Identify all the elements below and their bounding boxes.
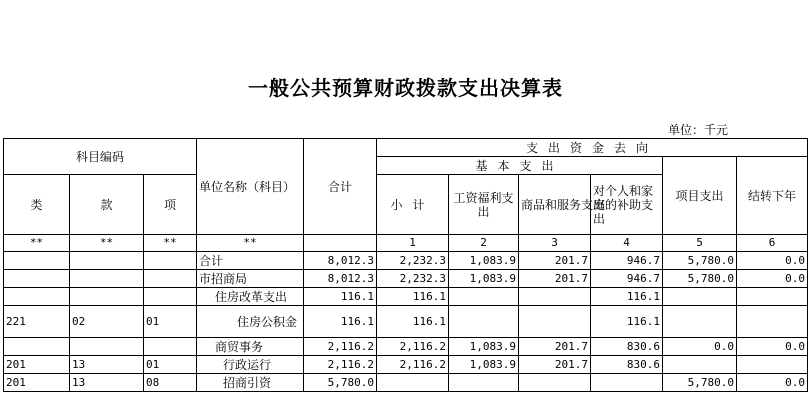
unit-label: 单位：千元	[668, 123, 729, 137]
row-name: 行政运行	[197, 356, 304, 374]
expenditure-direction-header: 支出资金去向	[377, 139, 808, 157]
xiang-header: 项	[144, 175, 197, 235]
row-name: 招商引资	[197, 374, 304, 392]
subtotal-header: 小计	[377, 175, 449, 235]
project-header: 项目支出	[663, 157, 737, 235]
kuan-header: 款	[70, 175, 144, 235]
basic-expenditure-header: 基本支出	[377, 157, 663, 175]
table-row: 合计 8,012.3 2,232.3 1,083.9 201.7 946.7 5,780.0 0.0	[4, 252, 808, 270]
personal-header: 对个人和家庭的补助支出	[591, 175, 663, 235]
table-row: 201 13 08 招商引资 5,780.0 5,780.0 0.0	[4, 374, 808, 392]
goods-header: 商品和服务支出	[519, 175, 591, 235]
marker-row: ** ** ** ** 1 2 3 4 5 6	[4, 235, 808, 252]
wages-header: 工资福利支出	[449, 175, 519, 235]
table-row: 221 02 01 住房公积金 116.1 116.1 116.1	[4, 306, 808, 338]
row-name: 合计	[197, 252, 304, 270]
table-row: 201 13 01 行政运行 2,116.2 2,116.2 1,083.9 201.7 830.6	[4, 356, 808, 374]
row-name: 商贸事务	[197, 338, 304, 356]
table-row: 市招商局 8,012.3 2,232.3 1,083.9 201.7 946.7 5,780.0 0.0	[4, 270, 808, 288]
row-name: 住房改革支出	[197, 288, 304, 306]
table-row: 商贸事务 2,116.2 2,116.2 1,083.9 201.7 830.6 0.0 0.0	[4, 338, 808, 356]
table-row: 住房改革支出 116.1 116.1 116.1	[4, 288, 808, 306]
page-title: 一般公共预算财政拨款支出决算表	[248, 76, 563, 100]
subject-code-header: 科目编码	[4, 139, 197, 175]
row-name: 市招商局	[197, 270, 304, 288]
row-name: 住房公积金	[197, 306, 304, 338]
carryover-header: 结转下年	[737, 157, 808, 235]
unit-name-header: 单位名称（科目）	[197, 139, 304, 235]
header-row-1	[4, 139, 808, 157]
total-header: 合计	[304, 139, 377, 235]
lei-header: 类	[4, 175, 70, 235]
expenditure-table	[3, 138, 808, 392]
